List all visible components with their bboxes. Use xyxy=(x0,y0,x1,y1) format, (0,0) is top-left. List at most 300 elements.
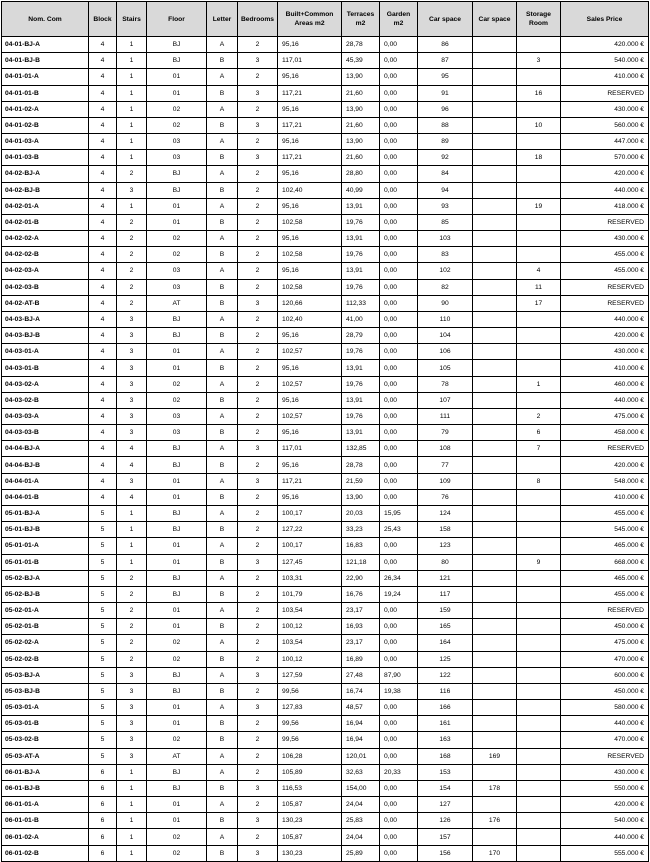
cell-letter: A xyxy=(207,166,238,182)
header-car-space-2: Car space xyxy=(473,2,517,37)
cell-car-space-2 xyxy=(473,603,517,619)
cell-floor: 03 xyxy=(147,425,207,441)
cell-nom-com: 04-04-01-A xyxy=(2,473,89,489)
cell-terraces: 13,91 xyxy=(342,425,380,441)
cell-floor: BJ xyxy=(147,586,207,602)
cell-nom-com: 04-02-03-B xyxy=(2,279,89,295)
cell-block: 4 xyxy=(89,473,117,489)
cell-floor: 02 xyxy=(147,635,207,651)
cell-floor: BJ xyxy=(147,570,207,586)
cell-bedrooms: 2 xyxy=(238,360,278,376)
cell-letter: B xyxy=(207,425,238,441)
cell-car-space: 168 xyxy=(418,748,473,764)
cell-floor: 02 xyxy=(147,101,207,117)
cell-nom-com: 05-02-02-A xyxy=(2,635,89,651)
cell-garden: 0,00 xyxy=(380,344,418,360)
cell-car-space-2 xyxy=(473,764,517,780)
cell-block: 6 xyxy=(89,845,117,861)
cell-terraces: 16,76 xyxy=(342,586,380,602)
cell-terraces: 19,76 xyxy=(342,247,380,263)
cell-floor: 01 xyxy=(147,214,207,230)
cell-car-space-2 xyxy=(473,829,517,845)
cell-floor: 02 xyxy=(147,376,207,392)
cell-garden: 0,00 xyxy=(380,150,418,166)
cell-garden: 0,00 xyxy=(380,748,418,764)
table-row xyxy=(2,166,649,182)
cell-block: 5 xyxy=(89,651,117,667)
cell-block: 5 xyxy=(89,505,117,521)
table-row xyxy=(2,748,649,764)
cell-sales-price: 410.000 € xyxy=(561,69,649,85)
cell-block: 4 xyxy=(89,295,117,311)
cell-bedrooms: 2 xyxy=(238,586,278,602)
cell-floor: AT xyxy=(147,748,207,764)
cell-terraces: 112,33 xyxy=(342,295,380,311)
cell-terraces: 13,91 xyxy=(342,198,380,214)
cell-car-space: 161 xyxy=(418,716,473,732)
cell-letter: B xyxy=(207,845,238,861)
cell-built-area: 95,16 xyxy=(278,360,342,376)
cell-terraces: 25,83 xyxy=(342,813,380,829)
cell-terraces: 21,60 xyxy=(342,117,380,133)
cell-block: 4 xyxy=(89,182,117,198)
cell-terraces: 24,04 xyxy=(342,829,380,845)
table-row xyxy=(2,505,649,521)
cell-built-area: 100,17 xyxy=(278,538,342,554)
cell-car-space: 157 xyxy=(418,829,473,845)
cell-built-area: 117,01 xyxy=(278,441,342,457)
cell-floor: 02 xyxy=(147,247,207,263)
cell-block: 6 xyxy=(89,813,117,829)
cell-nom-com: 04-01-BJ-B xyxy=(2,53,89,69)
cell-car-space-2 xyxy=(473,214,517,230)
cell-letter: A xyxy=(207,408,238,424)
cell-garden: 0,00 xyxy=(380,603,418,619)
cell-bedrooms: 2 xyxy=(238,182,278,198)
cell-terraces: 132,85 xyxy=(342,441,380,457)
cell-stairs: 3 xyxy=(117,408,147,424)
cell-car-space: 166 xyxy=(418,700,473,716)
cell-nom-com: 05-02-01-B xyxy=(2,619,89,635)
cell-garden: 0,00 xyxy=(380,441,418,457)
cell-letter: B xyxy=(207,554,238,570)
cell-storage-room: 16 xyxy=(517,85,561,101)
cell-stairs: 3 xyxy=(117,328,147,344)
cell-terraces: 13,90 xyxy=(342,489,380,505)
cell-car-space: 107 xyxy=(418,392,473,408)
cell-floor: BJ xyxy=(147,764,207,780)
cell-block: 5 xyxy=(89,667,117,683)
cell-car-space-2: 170 xyxy=(473,845,517,861)
table-row xyxy=(2,37,649,53)
cell-nom-com: 06-01-01-A xyxy=(2,797,89,813)
cell-floor: BJ xyxy=(147,441,207,457)
cell-floor: 01 xyxy=(147,85,207,101)
cell-car-space-2 xyxy=(473,716,517,732)
header-floor: Floor xyxy=(147,2,207,37)
cell-stairs: 2 xyxy=(117,247,147,263)
cell-nom-com: 04-02-02-B xyxy=(2,247,89,263)
cell-car-space: 110 xyxy=(418,311,473,327)
cell-built-area: 100,12 xyxy=(278,619,342,635)
cell-sales-price: 470.000 € xyxy=(561,651,649,667)
cell-stairs: 2 xyxy=(117,603,147,619)
table-row xyxy=(2,69,649,85)
cell-stairs: 4 xyxy=(117,457,147,473)
cell-nom-com: 04-03-02-B xyxy=(2,392,89,408)
cell-garden: 0,00 xyxy=(380,635,418,651)
cell-storage-room xyxy=(517,683,561,699)
table-row xyxy=(2,360,649,376)
cell-car-space: 87 xyxy=(418,53,473,69)
cell-built-area: 95,16 xyxy=(278,328,342,344)
table-row xyxy=(2,780,649,796)
cell-terraces: 40,99 xyxy=(342,182,380,198)
cell-bedrooms: 2 xyxy=(238,489,278,505)
cell-storage-room xyxy=(517,166,561,182)
cell-built-area: 103,54 xyxy=(278,603,342,619)
cell-nom-com: 05-01-BJ-B xyxy=(2,522,89,538)
cell-storage-room xyxy=(517,829,561,845)
cell-built-area: 117,01 xyxy=(278,53,342,69)
table-row xyxy=(2,408,649,424)
cell-block: 6 xyxy=(89,829,117,845)
cell-letter: A xyxy=(207,69,238,85)
cell-nom-com: 04-03-01-B xyxy=(2,360,89,376)
cell-letter: B xyxy=(207,716,238,732)
cell-built-area: 95,16 xyxy=(278,101,342,117)
cell-built-area: 102,57 xyxy=(278,408,342,424)
cell-built-area: 100,17 xyxy=(278,505,342,521)
cell-stairs: 1 xyxy=(117,117,147,133)
cell-car-space-2 xyxy=(473,425,517,441)
cell-stairs: 1 xyxy=(117,505,147,521)
cell-garden: 0,00 xyxy=(380,311,418,327)
cell-car-space: 126 xyxy=(418,813,473,829)
cell-stairs: 1 xyxy=(117,538,147,554)
cell-nom-com: 04-04-01-B xyxy=(2,489,89,505)
table-row xyxy=(2,85,649,101)
cell-floor: 01 xyxy=(147,538,207,554)
cell-car-space: 95 xyxy=(418,69,473,85)
cell-bedrooms: 3 xyxy=(238,441,278,457)
cell-sales-price: RESERVED xyxy=(561,441,649,457)
cell-car-space-2 xyxy=(473,683,517,699)
cell-bedrooms: 2 xyxy=(238,716,278,732)
cell-letter: A xyxy=(207,441,238,457)
cell-floor: 01 xyxy=(147,489,207,505)
cell-sales-price: 420.000 € xyxy=(561,37,649,53)
cell-terraces: 19,76 xyxy=(342,214,380,230)
cell-block: 5 xyxy=(89,619,117,635)
cell-car-space-2 xyxy=(473,69,517,85)
cell-bedrooms: 3 xyxy=(238,554,278,570)
cell-letter: A xyxy=(207,635,238,651)
cell-stairs: 2 xyxy=(117,619,147,635)
cell-built-area: 95,16 xyxy=(278,166,342,182)
cell-garden: 0,00 xyxy=(380,700,418,716)
table-row xyxy=(2,586,649,602)
cell-built-area: 99,56 xyxy=(278,732,342,748)
table-row xyxy=(2,829,649,845)
cell-stairs: 1 xyxy=(117,764,147,780)
cell-letter: A xyxy=(207,344,238,360)
cell-letter: B xyxy=(207,813,238,829)
cell-stairs: 1 xyxy=(117,53,147,69)
cell-letter: B xyxy=(207,117,238,133)
cell-letter: A xyxy=(207,667,238,683)
cell-block: 4 xyxy=(89,37,117,53)
cell-car-space: 124 xyxy=(418,505,473,521)
cell-car-space: 91 xyxy=(418,85,473,101)
cell-car-space: 76 xyxy=(418,489,473,505)
cell-car-space-2 xyxy=(473,700,517,716)
cell-block: 4 xyxy=(89,457,117,473)
cell-letter: B xyxy=(207,85,238,101)
cell-terraces: 28,79 xyxy=(342,328,380,344)
cell-garden: 26,34 xyxy=(380,570,418,586)
cell-floor: 02 xyxy=(147,117,207,133)
cell-floor: BJ xyxy=(147,505,207,521)
cell-garden: 19,24 xyxy=(380,586,418,602)
cell-block: 4 xyxy=(89,344,117,360)
cell-garden: 0,00 xyxy=(380,53,418,69)
cell-nom-com: 04-03-BJ-B xyxy=(2,328,89,344)
cell-car-space-2 xyxy=(473,263,517,279)
cell-letter: A xyxy=(207,263,238,279)
cell-letter: A xyxy=(207,603,238,619)
cell-car-space: 85 xyxy=(418,214,473,230)
cell-block: 4 xyxy=(89,311,117,327)
header-garden: Garden m2 xyxy=(380,2,418,37)
cell-storage-room xyxy=(517,797,561,813)
cell-bedrooms: 2 xyxy=(238,376,278,392)
cell-stairs: 1 xyxy=(117,829,147,845)
cell-built-area: 99,56 xyxy=(278,716,342,732)
cell-garden: 0,00 xyxy=(380,651,418,667)
cell-stairs: 4 xyxy=(117,441,147,457)
cell-built-area: 101,79 xyxy=(278,586,342,602)
cell-letter: A xyxy=(207,198,238,214)
cell-stairs: 3 xyxy=(117,700,147,716)
cell-garden: 25,43 xyxy=(380,522,418,538)
cell-garden: 0,00 xyxy=(380,780,418,796)
cell-sales-price: RESERVED xyxy=(561,748,649,764)
cell-floor: BJ xyxy=(147,667,207,683)
cell-storage-room xyxy=(517,457,561,473)
cell-bedrooms: 2 xyxy=(238,214,278,230)
cell-letter: A xyxy=(207,505,238,521)
cell-block: 5 xyxy=(89,586,117,602)
cell-built-area: 117,21 xyxy=(278,473,342,489)
cell-sales-price: 418.000 € xyxy=(561,198,649,214)
cell-letter: B xyxy=(207,586,238,602)
cell-sales-price: 540.000 € xyxy=(561,53,649,69)
cell-built-area: 100,12 xyxy=(278,651,342,667)
cell-stairs: 3 xyxy=(117,425,147,441)
header-bedrooms: Bedrooms xyxy=(238,2,278,37)
cell-car-space-2 xyxy=(473,667,517,683)
table-row xyxy=(2,101,649,117)
cell-car-space: 103 xyxy=(418,231,473,247)
table-row xyxy=(2,473,649,489)
cell-sales-price: 440.000 € xyxy=(561,392,649,408)
table-row xyxy=(2,619,649,635)
cell-stairs: 1 xyxy=(117,813,147,829)
cell-block: 4 xyxy=(89,425,117,441)
cell-bedrooms: 2 xyxy=(238,538,278,554)
cell-car-space-2 xyxy=(473,295,517,311)
cell-block: 4 xyxy=(89,328,117,344)
cell-nom-com: 05-02-02-B xyxy=(2,651,89,667)
cell-car-space-2 xyxy=(473,53,517,69)
cell-nom-com: 04-01-01-B xyxy=(2,85,89,101)
cell-car-space-2 xyxy=(473,117,517,133)
cell-storage-room xyxy=(517,603,561,619)
cell-built-area: 95,16 xyxy=(278,198,342,214)
cell-car-space: 106 xyxy=(418,344,473,360)
cell-storage-room: 11 xyxy=(517,279,561,295)
cell-block: 4 xyxy=(89,134,117,150)
cell-car-space-2 xyxy=(473,376,517,392)
cell-nom-com: 05-02-BJ-B xyxy=(2,586,89,602)
cell-terraces: 121,18 xyxy=(342,554,380,570)
cell-block: 5 xyxy=(89,635,117,651)
cell-floor: BJ xyxy=(147,53,207,69)
cell-car-space: 163 xyxy=(418,732,473,748)
cell-garden: 0,00 xyxy=(380,554,418,570)
cell-car-space-2 xyxy=(473,150,517,166)
cell-built-area: 127,22 xyxy=(278,522,342,538)
cell-bedrooms: 3 xyxy=(238,85,278,101)
cell-car-space: 86 xyxy=(418,37,473,53)
cell-bedrooms: 2 xyxy=(238,279,278,295)
cell-terraces: 20,03 xyxy=(342,505,380,521)
table-row xyxy=(2,797,649,813)
cell-bedrooms: 2 xyxy=(238,311,278,327)
table-row xyxy=(2,344,649,360)
cell-nom-com: 05-02-01-A xyxy=(2,603,89,619)
cell-nom-com: 04-02-BJ-A xyxy=(2,166,89,182)
cell-stairs: 1 xyxy=(117,69,147,85)
cell-nom-com: 05-03-AT-A xyxy=(2,748,89,764)
cell-floor: BJ xyxy=(147,328,207,344)
cell-bedrooms: 2 xyxy=(238,764,278,780)
cell-garden: 87,90 xyxy=(380,667,418,683)
table-row xyxy=(2,489,649,505)
cell-garden: 0,00 xyxy=(380,538,418,554)
cell-terraces: 28,78 xyxy=(342,457,380,473)
cell-car-space-2 xyxy=(473,651,517,667)
cell-sales-price: 447.000 € xyxy=(561,134,649,150)
cell-floor: BJ xyxy=(147,780,207,796)
cell-garden: 0,00 xyxy=(380,408,418,424)
cell-car-space-2 xyxy=(473,473,517,489)
table-row xyxy=(2,716,649,732)
cell-garden: 0,00 xyxy=(380,392,418,408)
cell-garden: 0,00 xyxy=(380,473,418,489)
cell-garden: 0,00 xyxy=(380,797,418,813)
cell-storage-room: 2 xyxy=(517,408,561,424)
cell-garden: 19,38 xyxy=(380,683,418,699)
cell-built-area: 127,45 xyxy=(278,554,342,570)
cell-car-space-2: 178 xyxy=(473,780,517,796)
cell-built-area: 102,58 xyxy=(278,279,342,295)
cell-garden: 0,00 xyxy=(380,489,418,505)
cell-garden: 0,00 xyxy=(380,295,418,311)
cell-bedrooms: 2 xyxy=(238,522,278,538)
cell-garden: 0,00 xyxy=(380,829,418,845)
cell-sales-price: RESERVED xyxy=(561,214,649,230)
cell-car-space-2 xyxy=(473,635,517,651)
cell-bedrooms: 2 xyxy=(238,69,278,85)
cell-built-area: 95,16 xyxy=(278,134,342,150)
cell-storage-room xyxy=(517,328,561,344)
cell-nom-com: 05-03-02-B xyxy=(2,732,89,748)
cell-nom-com: 06-01-02-A xyxy=(2,829,89,845)
table-row xyxy=(2,231,649,247)
cell-bedrooms: 2 xyxy=(238,457,278,473)
cell-block: 4 xyxy=(89,117,117,133)
cell-terraces: 13,90 xyxy=(342,101,380,117)
cell-storage-room xyxy=(517,392,561,408)
cell-block: 4 xyxy=(89,69,117,85)
cell-built-area: 95,16 xyxy=(278,489,342,505)
cell-terraces: 120,01 xyxy=(342,748,380,764)
cell-storage-room xyxy=(517,845,561,861)
cell-floor: 02 xyxy=(147,392,207,408)
cell-bedrooms: 2 xyxy=(238,829,278,845)
cell-car-space-2 xyxy=(473,797,517,813)
cell-storage-room xyxy=(517,586,561,602)
cell-bedrooms: 2 xyxy=(238,198,278,214)
cell-car-space: 88 xyxy=(418,117,473,133)
cell-nom-com: 04-01-BJ-A xyxy=(2,37,89,53)
cell-sales-price: 420.000 € xyxy=(561,328,649,344)
cell-stairs: 1 xyxy=(117,37,147,53)
table-row xyxy=(2,328,649,344)
cell-sales-price: 668.000 € xyxy=(561,554,649,570)
cell-car-space: 117 xyxy=(418,586,473,602)
cell-car-space-2 xyxy=(473,85,517,101)
table-row xyxy=(2,117,649,133)
cell-sales-price: 580.000 € xyxy=(561,700,649,716)
cell-sales-price: 570.000 € xyxy=(561,150,649,166)
cell-block: 4 xyxy=(89,360,117,376)
cell-storage-room xyxy=(517,37,561,53)
cell-terraces: 41,00 xyxy=(342,311,380,327)
table-row xyxy=(2,554,649,570)
cell-stairs: 2 xyxy=(117,166,147,182)
cell-storage-room xyxy=(517,538,561,554)
cell-car-space: 104 xyxy=(418,328,473,344)
table-row xyxy=(2,425,649,441)
cell-floor: 03 xyxy=(147,263,207,279)
table-row xyxy=(2,522,649,538)
cell-sales-price: 470.000 € xyxy=(561,732,649,748)
cell-car-space-2 xyxy=(473,554,517,570)
cell-car-space-2 xyxy=(473,37,517,53)
cell-sales-price: 455.000 € xyxy=(561,263,649,279)
cell-car-space-2 xyxy=(473,538,517,554)
cell-block: 4 xyxy=(89,279,117,295)
cell-block: 6 xyxy=(89,780,117,796)
cell-storage-room xyxy=(517,247,561,263)
cell-bedrooms: 3 xyxy=(238,117,278,133)
cell-letter: A xyxy=(207,311,238,327)
cell-floor: 01 xyxy=(147,69,207,85)
cell-nom-com: 06-01-BJ-A xyxy=(2,764,89,780)
